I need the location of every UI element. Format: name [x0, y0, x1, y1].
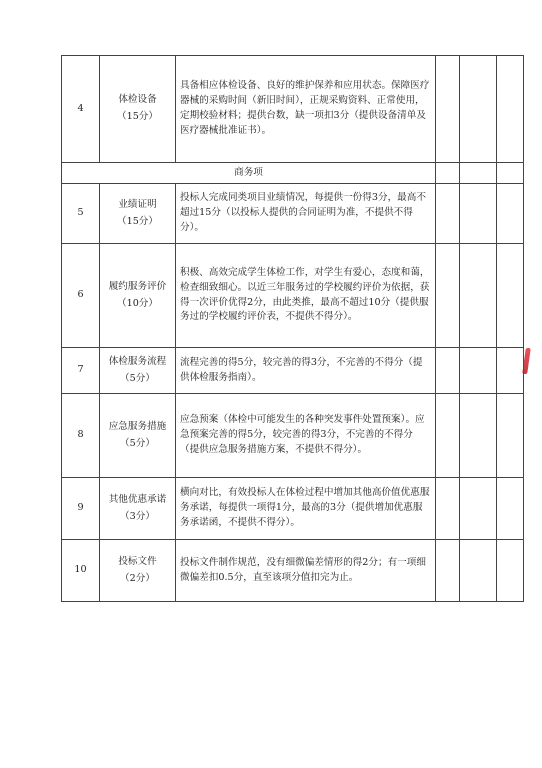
- item-score: （3分）: [120, 510, 155, 522]
- item-cell: [100, 478, 176, 540]
- score-cell: [436, 244, 460, 348]
- score-cell: [460, 348, 497, 394]
- row-number: 4: [62, 56, 100, 163]
- score-cell: [460, 540, 497, 602]
- item-name: 应急服务措施: [108, 420, 167, 432]
- score-cell: [436, 184, 460, 244]
- table-row: [62, 394, 524, 478]
- table-row: [62, 348, 524, 394]
- score-cell: [436, 394, 460, 478]
- score-cell: [436, 348, 460, 394]
- score-cell: [460, 56, 497, 163]
- score-cell: [436, 540, 460, 602]
- row-number: 10: [62, 540, 100, 602]
- row-number: 6: [62, 244, 100, 348]
- item-name: 其他优惠承诺: [108, 493, 167, 505]
- item-cell: [100, 244, 176, 348]
- row-number: 5: [62, 184, 100, 244]
- score-cell: [460, 394, 497, 478]
- item-score: （5分）: [120, 437, 155, 449]
- section-title: 商务项: [62, 163, 436, 184]
- item-name: 业绩证明: [118, 198, 157, 210]
- score-cell: [497, 184, 524, 244]
- score-cell: [497, 163, 524, 184]
- item-cell: [100, 394, 176, 478]
- criteria-text: 投标文件制作规范，没有细微偏差情形的得2分；有一项细微偏差扣0.5分，直至该项分值扣完为止。: [176, 540, 436, 602]
- score-cell: [436, 56, 460, 163]
- score-cell: [497, 244, 524, 348]
- item-score: （10分）: [117, 297, 158, 309]
- item-score: （15分）: [117, 215, 158, 227]
- score-cell: [497, 56, 524, 163]
- item-score: （15分）: [117, 111, 158, 122]
- score-cell: [497, 478, 524, 540]
- criteria-text: 流程完善的得5分，较完善的得3分，不完善的不得分（提供体检服务指南）。: [176, 348, 436, 394]
- item-cell: [100, 56, 176, 163]
- item-score: （5分）: [120, 372, 155, 384]
- item-cell: [100, 184, 176, 244]
- score-cell: [497, 394, 524, 478]
- item-name: 履约服务评价: [108, 280, 167, 292]
- table-row: [62, 56, 524, 163]
- table-row: [62, 478, 524, 540]
- score-cell: [497, 540, 524, 602]
- row-number: 8: [62, 394, 100, 478]
- row-number: 7: [62, 348, 100, 394]
- score-cell: [460, 244, 497, 348]
- criteria-text: 投标人完成同类项目业绩情况，每提供一份得3分，最高不超过15分（以投标人提供的合同证明为准，不提供不得分）。: [176, 184, 436, 244]
- table-row: [62, 184, 524, 244]
- score-cell: [460, 478, 497, 540]
- item-name: 体检设备: [118, 94, 157, 106]
- scoring-table: [61, 55, 524, 602]
- criteria-text: 应急预案（体检中可能发生的各种突发事件处置预案）。应急预案完善的得5分，较完善的得3分，不完善的不得分（提供应急服务措施方案，不提供不得分）。: [176, 394, 436, 478]
- table-row: [62, 244, 524, 348]
- score-cell: [497, 348, 524, 394]
- table-row: [62, 540, 524, 602]
- item-cell: [100, 540, 176, 602]
- row-number: 9: [62, 478, 100, 540]
- criteria-text: 具备相应体检设备、良好的维护保养和应用状态。保障医疗器械的采购时间（新旧时间），正规采购资料、正常使用，定期校验材料；提供台数，缺一项扣3分（提供设备清单及医疗器械批准证书）。: [176, 56, 436, 163]
- item-name: 投标文件: [118, 555, 157, 567]
- score-cell: [436, 478, 460, 540]
- score-cell: [460, 184, 497, 244]
- score-cell: [436, 163, 460, 184]
- item-name: 体检服务流程: [108, 355, 167, 367]
- item-score: （2分）: [120, 572, 155, 584]
- item-cell: [100, 348, 176, 394]
- criteria-text: 积极、高效完成学生体检工作，对学生有爱心，态度和蔼，检查细致细心。以近三年服务过的学校履约评价为依据，获得一次评价优得2分，由此类推，最高不超过10分（提供服务过的学校履约评价表，不提供不得分）。: [176, 244, 436, 348]
- criteria-text: 横向对比，有效投标人在体检过程中增加其他高价值优惠服务承诺，每提供一项得1分，最高的3分（提供增加优惠服务承诺函，不提供不得分）。: [176, 478, 436, 540]
- section-row: [62, 163, 524, 184]
- score-cell: [460, 163, 497, 184]
